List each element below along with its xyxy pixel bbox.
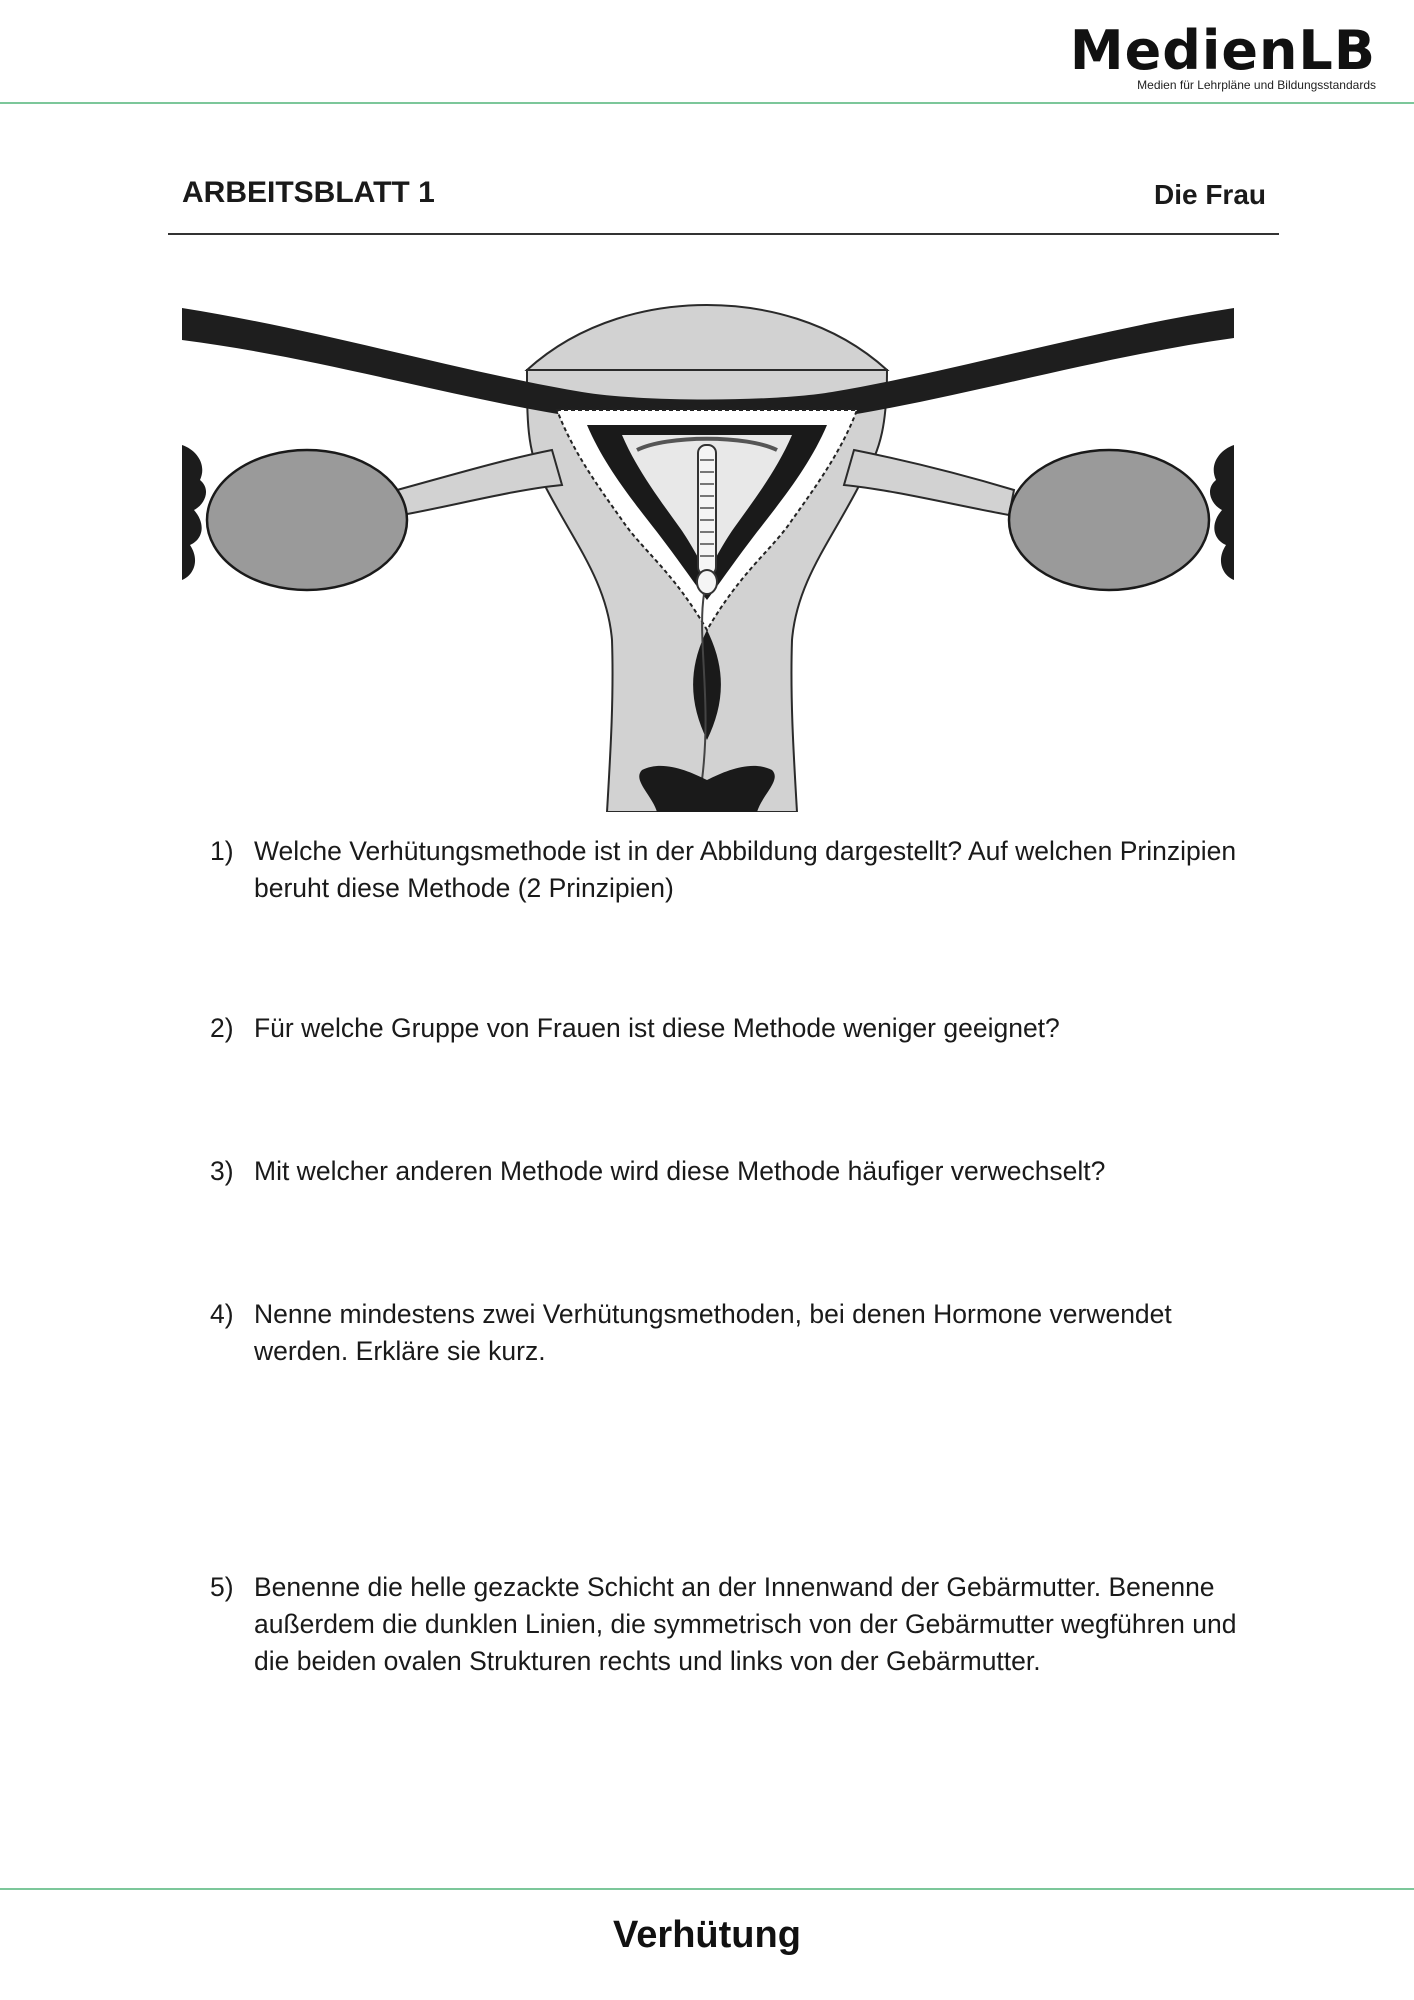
worksheet-topic: Die Frau bbox=[1153, 179, 1266, 210]
question-item bbox=[210, 1153, 1270, 1190]
footer-divider bbox=[0, 1888, 1414, 1890]
logo-subtitle: Medien für Lehrpläne und Bildungsstandards bbox=[1137, 78, 1376, 92]
question-text: Für welche Gruppe von Frauen ist diese Methode weniger geeignet? bbox=[254, 1013, 1060, 1043]
worksheet-title: ARBEITSBLATT 1 bbox=[182, 176, 435, 209]
question-number: 1) bbox=[210, 836, 234, 866]
question-text: Nenne mindestens zwei Verhütungsmethoden, bei denen Hormone verwendet werden. Erkläre sie kurz. bbox=[254, 1299, 1172, 1366]
question-item bbox=[210, 833, 1270, 907]
question-item bbox=[210, 1296, 1270, 1370]
footer-topic: Verhütung bbox=[613, 1914, 801, 1956]
question-item bbox=[210, 1569, 1270, 1680]
header-divider bbox=[0, 102, 1414, 104]
question-number: 5) bbox=[210, 1572, 234, 1602]
uterus-with-iud-illustration bbox=[182, 300, 1234, 812]
title-divider bbox=[168, 233, 1279, 235]
publisher-logo bbox=[1069, 19, 1376, 92]
logo-title: MedienLB bbox=[1069, 19, 1376, 82]
question-text: Welche Verhütungsmethode ist in der Abbildung dargestellt? Auf welchen Prinzipien beruht diese Methode (2 Prinzipien) bbox=[254, 836, 1237, 903]
question-item bbox=[210, 1010, 1270, 1047]
question-number: 3) bbox=[210, 1156, 234, 1186]
question-text: Benenne die helle gezackte Schicht an der Innenwand der Gebärmutter. Benenne außerdem die dunklen Linien, die symmetrisch von der Gebärmutter wegführen und die beiden ovalen Strukturen rechts und links von der Gebärmutter. bbox=[254, 1572, 1237, 1676]
question-number: 4) bbox=[210, 1299, 234, 1329]
question-number: 2) bbox=[210, 1013, 234, 1043]
question-text: Mit welcher anderen Methode wird diese Methode häufiger verwechselt? bbox=[254, 1156, 1106, 1186]
